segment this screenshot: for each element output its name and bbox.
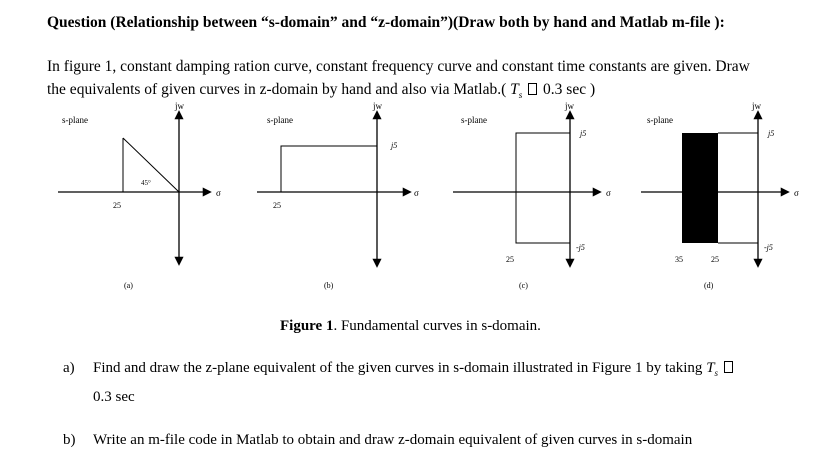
panel-d-imag-axis-label: jw xyxy=(752,101,761,111)
figure-caption xyxy=(280,318,541,335)
panel-d-imag-mark-bottom: -j5 xyxy=(764,243,773,252)
panel-c-imag-mark-top: j5 xyxy=(580,129,587,138)
panel-d-shaded-region xyxy=(682,133,718,243)
question-b-label: b) xyxy=(63,432,76,448)
sampling-time-value: 0.3 sec ) xyxy=(543,81,596,98)
question-a-ts-value: 0.3 sec xyxy=(93,389,135,405)
panel-c-imag-axis-label: jw xyxy=(565,101,574,111)
panel-d-id: (d) xyxy=(704,281,714,290)
panel-d xyxy=(641,101,799,290)
panel-a-real-mark: 25 xyxy=(113,201,121,210)
sampling-time-symbol: $T_s$ xyxy=(510,81,523,101)
panel-c-real-axis-label: σ xyxy=(606,188,611,198)
question-a-text: Find and draw the z-plane equivalent of the given curves in s-domain illustrated in Figure 1 by taking $T_s$ 0.3 sec xyxy=(93,356,733,409)
panel-a-damping-line xyxy=(123,138,179,192)
missing-glyph-box-a xyxy=(724,361,733,373)
panel-d-real-axis-label: σ xyxy=(794,188,799,198)
panel-d-real-mark-35: 35 xyxy=(675,255,683,264)
panel-b xyxy=(257,101,419,290)
panel-c-plane-label: s-plane xyxy=(461,115,487,125)
panel-b-frequency-curve xyxy=(281,146,377,192)
panel-a-angle-label: 45° xyxy=(141,179,151,187)
panel-b-real-axis-label: σ xyxy=(414,188,419,198)
panel-d-plane-label: s-plane xyxy=(647,115,673,125)
panel-c-imag-mark-bottom: -j5 xyxy=(576,243,585,252)
question-title: Question (Relationship between “s-domain” and “z-domain”)(Draw both by hand and Matlab m-file ): xyxy=(47,14,725,31)
panel-a xyxy=(58,101,221,290)
figure-caption-label: Figure 1 xyxy=(280,318,334,334)
question-b xyxy=(63,428,823,454)
panel-a-real-axis-label: σ xyxy=(216,188,221,198)
panel-b-imag-axis-label: jw xyxy=(373,101,382,111)
question-a-label: a) xyxy=(63,360,75,376)
panel-a-id: (a) xyxy=(124,281,133,290)
panel-c xyxy=(453,101,611,290)
panel-d-real-mark-25: 25 xyxy=(711,255,719,264)
panel-a-imag-axis-label: jw xyxy=(175,101,184,111)
intro-line-2-text: the equivalents of given curves in z-domain by hand and also via Matlab.( xyxy=(47,81,507,98)
panel-a-plane-label: s-plane xyxy=(62,115,88,125)
panel-b-imag-mark: j5 xyxy=(391,141,398,150)
panel-c-real-mark: 25 xyxy=(506,255,514,264)
question-a-ts-symbol: $T_s$ xyxy=(706,360,719,378)
intro-line-1: In figure 1, constant damping ration curve, constant frequency curve and constant time constants are given. Draw xyxy=(47,58,750,75)
figure-caption-text: . Fundamental curves in s-domain. xyxy=(333,318,541,334)
figure-1-svg xyxy=(0,96,831,306)
question-b-text: Write an m-file code in Matlab to obtain and draw z-domain equivalent of given curves in s-domain xyxy=(93,432,693,448)
panel-b-id: (b) xyxy=(324,281,334,290)
question-a xyxy=(63,356,823,406)
panel-c-time-constant-curve xyxy=(516,133,570,243)
panel-d-imag-mark-top: j5 xyxy=(768,129,775,138)
panel-b-plane-label: s-plane xyxy=(267,115,293,125)
panel-c-id: (c) xyxy=(519,281,528,290)
figure-1 xyxy=(0,96,831,306)
missing-glyph-box xyxy=(528,83,537,95)
panel-b-real-mark: 25 xyxy=(273,201,281,210)
